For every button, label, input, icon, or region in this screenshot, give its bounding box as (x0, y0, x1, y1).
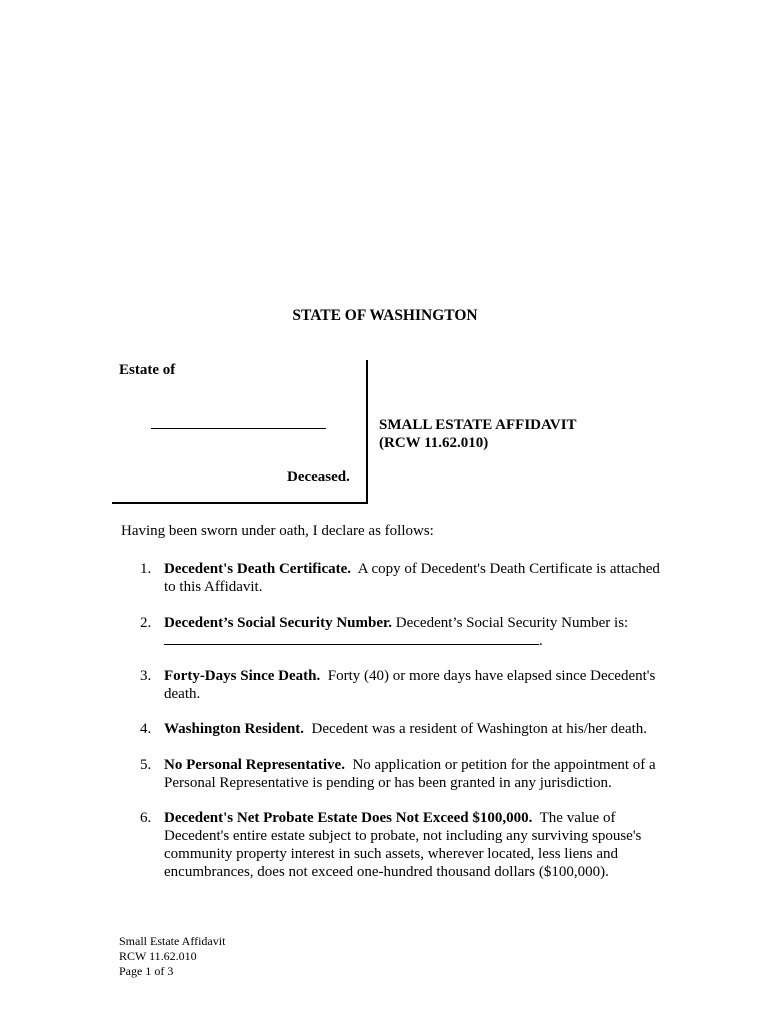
item-number: 3. (140, 668, 152, 684)
item-heading: Decedent's Net Probate Estate Does Not Exceed $100,000. (164, 810, 533, 826)
item-text-end: . (539, 633, 543, 649)
item-heading: Decedent’s Social Security Number. (164, 615, 393, 631)
list-item (140, 614, 670, 650)
affidavit-title (379, 416, 577, 452)
item-number: 5. (140, 757, 152, 773)
list-item (140, 809, 660, 881)
estate-of-label: Estate of (119, 362, 176, 378)
affidavit-title-line2: (RCW 11.62.010) (379, 435, 489, 451)
footer-page-number: Page 1 of 3 (119, 964, 174, 978)
item-text: A copy of Decedent's Death Certificate is attached to this Affidavit. (164, 561, 660, 595)
footer-line1: Small Estate Affidavit (119, 934, 226, 948)
page-footer (119, 934, 225, 979)
caption-divider-vertical (366, 360, 368, 504)
item-number: 1. (140, 561, 152, 577)
item-number: 6. (140, 810, 152, 826)
item-number: 4. (140, 721, 152, 737)
decedent-name-blank[interactable] (151, 428, 326, 429)
item-text: No application or petition for the appointment of a Personal Representative is pending or has been granted in any jurisdiction. (164, 757, 656, 791)
list-item (140, 720, 680, 738)
item-text: Forty (40) or more days have elapsed since Decedent's death. (164, 668, 656, 702)
item-heading: Decedent's Death Certificate. (164, 561, 352, 577)
affidavit-title-line1: SMALL ESTATE AFFIDAVIT (379, 417, 577, 433)
state-title: STATE OF WASHINGTON (292, 307, 478, 324)
list-item (140, 560, 670, 596)
list-item (140, 756, 680, 792)
item-text: Decedent was a resident of Washington at his/her death. (311, 721, 648, 737)
item-heading: Forty-Days Since Death. (164, 668, 321, 684)
footer-line2: RCW 11.62.010 (119, 949, 197, 963)
item-text: Decedent’s Social Security Number is: (395, 615, 629, 631)
ssn-blank[interactable] (164, 632, 539, 645)
intro-statement: Having been sworn under oath, I declare as follows: (121, 523, 434, 539)
item-heading: Washington Resident. (164, 721, 305, 737)
item-text: The value of Decedent's entire estate subject to probate, not including any surviving spouse's community property interest in such assets, wherever located, less liens and encumbrances, does not exceed one-hundred thousand dollars ($100,000). (164, 810, 642, 880)
list-item (140, 667, 670, 703)
deceased-label: Deceased. (287, 469, 350, 485)
item-heading: No Personal Representative. (164, 757, 345, 773)
item-number: 2. (140, 615, 152, 631)
caption-divider-horizontal (112, 502, 368, 504)
